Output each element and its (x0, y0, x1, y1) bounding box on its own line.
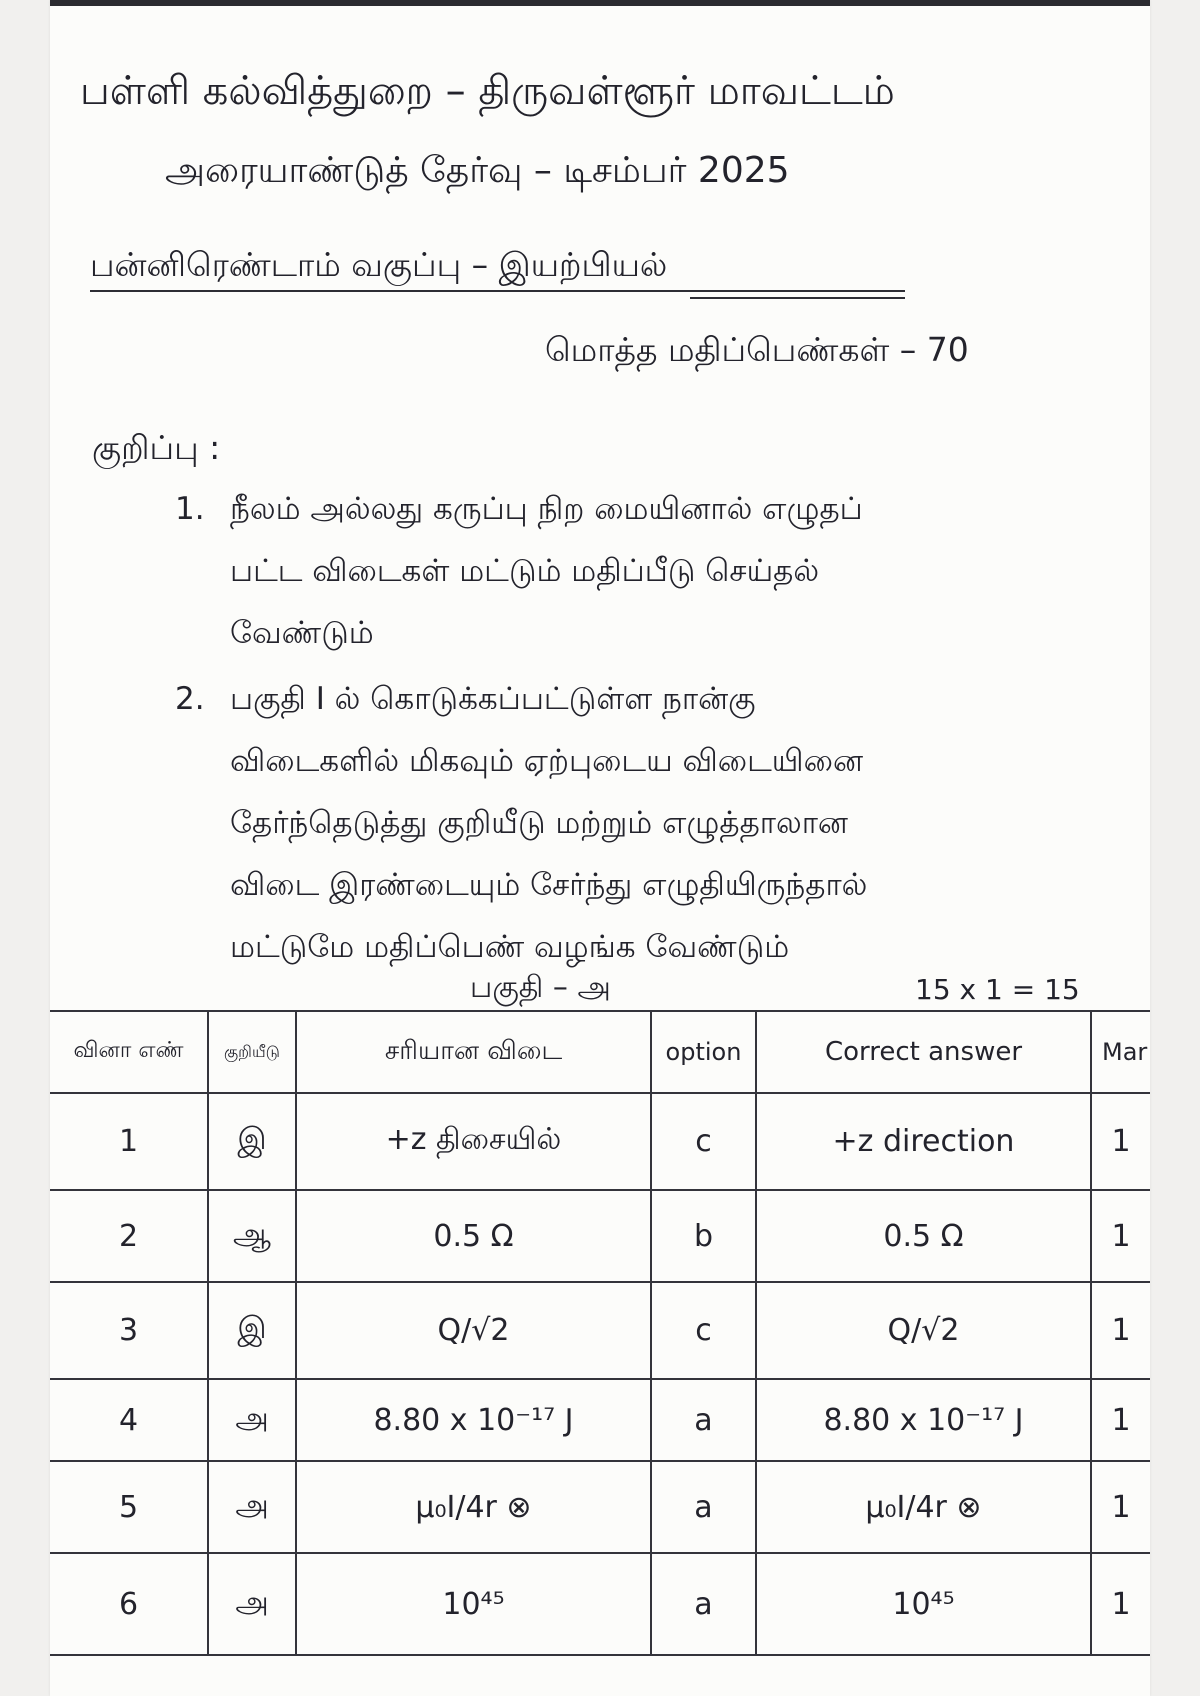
header-exam: அரையாண்டுத் தேர்வு – டிசம்பர் 2025 (165, 150, 790, 191)
header-double-underline (690, 297, 905, 299)
note-2-line-2: விடைகளில் மிகவும் ஏற்புடைய விடையினை (230, 743, 864, 779)
cell-option: b (651, 1190, 756, 1282)
cell-marks: 1 (1091, 1190, 1150, 1282)
cell-code: இ (208, 1282, 296, 1379)
cell-tamil-answer: 0.5 Ω (296, 1190, 651, 1282)
header-department: பள்ளி கல்வித்துறை – திருவள்ளூர் மாவட்டம் (80, 68, 895, 114)
header-code: குறியீடு (208, 1011, 296, 1093)
cell-question-number: 2 (50, 1190, 208, 1282)
cell-tamil-answer: μ₀I/4r ⊗ (296, 1461, 651, 1553)
table-row (50, 1461, 1150, 1553)
cell-code: அ (208, 1461, 296, 1553)
cell-tamil-answer: +z திசையில் (296, 1093, 651, 1190)
section-title: பகுதி – அ (470, 970, 611, 1005)
cell-marks: 1 (1091, 1461, 1150, 1553)
cell-tamil-answer: Q/√2 (296, 1282, 651, 1379)
note-2-line-4: விடை இரண்டையும் சேர்ந்து எழுதியிருந்தால் (230, 867, 868, 903)
table-row (50, 1379, 1150, 1461)
cell-correct-answer: 0.5 Ω (756, 1190, 1091, 1282)
cell-question-number: 6 (50, 1553, 208, 1655)
section-marks: 15 x 1 = 15 (915, 973, 1080, 1006)
note-2-line-1: பகுதி I ல் கொடுக்கப்பட்டுள்ள நான்கு (230, 681, 756, 717)
answer-table (50, 1010, 1150, 1656)
header-question-number: வினா எண் (50, 1011, 208, 1093)
note-1-line-1: நீலம் அல்லது கருப்பு நிற மையினால் எழுதப் (230, 491, 863, 527)
table-row (50, 1093, 1150, 1190)
note-1-line-2: பட்ட விடைகள் மட்டும் மதிப்பீடு செய்தல் (230, 553, 820, 589)
cell-correct-answer: 8.80 x 10⁻¹⁷ J (756, 1379, 1091, 1461)
cell-correct-answer: Q/√2 (756, 1282, 1091, 1379)
page-top-edge (50, 0, 1150, 6)
note-1-number: 1. (175, 491, 205, 527)
table-row (50, 1282, 1150, 1379)
cell-correct-answer: 10⁴⁵ (756, 1553, 1091, 1655)
cell-marks: 1 (1091, 1093, 1150, 1190)
header-marks: Mar (1091, 1011, 1150, 1093)
cell-code: அ (208, 1553, 296, 1655)
cell-question-number: 3 (50, 1282, 208, 1379)
table-row (50, 1553, 1150, 1655)
total-marks: மொத்த மதிப்பெண்கள் – 70 (545, 330, 969, 369)
cell-question-number: 1 (50, 1093, 208, 1190)
cell-tamil-answer: 8.80 x 10⁻¹⁷ J (296, 1379, 651, 1461)
cell-tamil-answer: 10⁴⁵ (296, 1553, 651, 1655)
note-2-line-3: தேர்ந்தெடுத்து குறியீடு மற்றும் எழுத்தாலான (230, 805, 848, 841)
cell-correct-answer: +z direction (756, 1093, 1091, 1190)
header-underline (90, 290, 905, 292)
cell-question-number: 4 (50, 1379, 208, 1461)
note-2-line-5: மட்டுமே மதிப்பெண் வழங்க வேண்டும் (230, 929, 790, 965)
cell-option: c (651, 1282, 756, 1379)
cell-option: a (651, 1379, 756, 1461)
table-row (50, 1190, 1150, 1282)
header-option: option (651, 1011, 756, 1093)
cell-question-number: 5 (50, 1461, 208, 1553)
cell-correct-answer: μ₀I/4r ⊗ (756, 1461, 1091, 1553)
cell-code: ஆ (208, 1190, 296, 1282)
cell-option: c (651, 1093, 756, 1190)
cell-code: இ (208, 1093, 296, 1190)
cell-option: a (651, 1461, 756, 1553)
note-1-line-3: வேண்டும் (230, 615, 374, 651)
header-correct-answer: Correct answer (756, 1011, 1091, 1093)
cell-marks: 1 (1091, 1282, 1150, 1379)
notes-title: குறிப்பு : (92, 428, 221, 467)
header-tamil-answer: சரியான விடை (296, 1011, 651, 1093)
table-header-row (50, 1011, 1150, 1093)
cell-marks: 1 (1091, 1379, 1150, 1461)
cell-option: a (651, 1553, 756, 1655)
header-class-subject: பன்னிரெண்டாம் வகுப்பு – இயற்பியல் (90, 245, 668, 284)
note-2-number: 2. (175, 681, 205, 717)
cell-code: அ (208, 1379, 296, 1461)
cell-marks: 1 (1091, 1553, 1150, 1655)
